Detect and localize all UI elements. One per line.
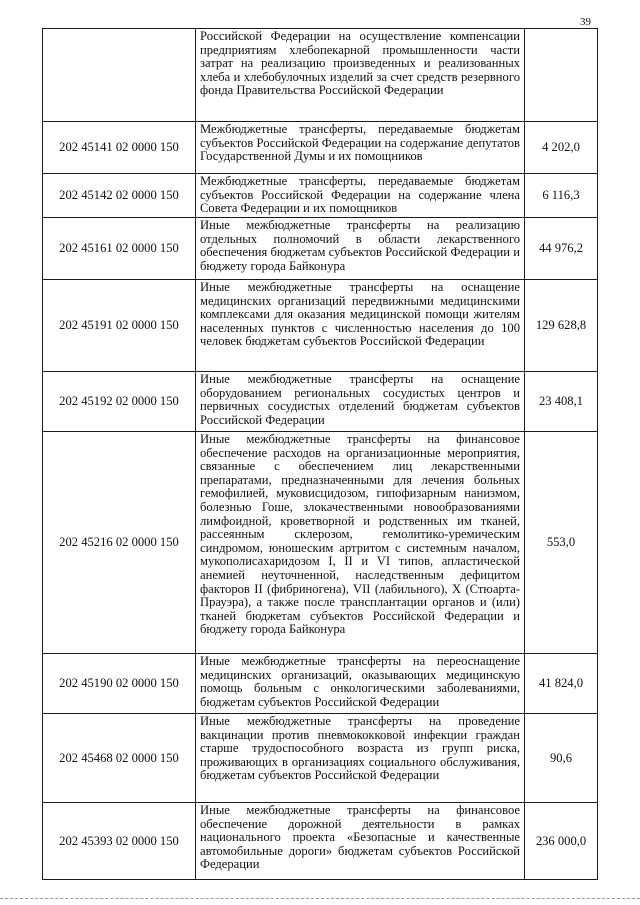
budget-code-cell: [43, 29, 196, 122]
budget-code-cell: 202 45393 02 0000 150: [43, 803, 196, 880]
transfer-description-cell: Иные межбюджетные трансферты на оснащение оборудованием региональных сосудистых центров и первичных сосудистых отделений бюджетам субъектов Российской Федерации: [196, 372, 525, 432]
amount-cell: 41 824,0: [525, 654, 598, 714]
budget-transfers-table: [42, 28, 598, 880]
amount-cell: 6 116,3: [525, 174, 598, 218]
table-row: [43, 372, 598, 432]
amount-cell: 23 408,1: [525, 372, 598, 432]
table-row: [43, 122, 598, 174]
amount-cell: 90,6: [525, 714, 598, 803]
transfer-description-cell: Иные межбюджетные трансферты на финансовое обеспечение расходов на организационные мероприятия, связанные с обеспечением лиц лекарственными препаратами, предназначенными для лечения больных гемофилией, муковисцидозом, гипофизарным нанизмом, болезнью Гоше, злокачественными новообразованиями лимфоидной, кроветворной и родственных им тканей, рассеянным склерозом, гемолитико-уремическим синдромом, юношеским артритом с системным началом, мукополисахаридозом I, II и VI типов, апластической анемией неуточненной, наследственным дефицитом факторов II (фибриногена), VII (лабильного), X (Стюарта-Прауэра), а также после трансплантации органов и (или) тканей бюджетам субъектов Российской Федерации и бюджету города Байконура: [196, 432, 525, 654]
scan-edge-divider: [0, 898, 640, 903]
transfer-description-cell: Иные межбюджетные трансферты на переоснащение медицинских организаций, оказывающих медицинскую помощь больным с онкологическими заболеваниями, бюджетам субъектов Российской Федерации: [196, 654, 525, 714]
budget-code-cell: 202 45142 02 0000 150: [43, 174, 196, 218]
amount-cell: 129 628,8: [525, 280, 598, 372]
transfer-description-cell: Иные межбюджетные трансферты на финансовое обеспечение дорожной деятельности в рамках национального проекта «Безопасные и качественные автомобильные дороги» бюджетам субъектов Российской Федерации: [196, 803, 525, 880]
budget-code-cell: 202 45141 02 0000 150: [43, 122, 196, 174]
table-row: [43, 218, 598, 280]
transfer-description-cell: Межбюджетные трансферты, передаваемые бюджетам субъектов Российской Федерации на содержание депутатов Государственной Думы и их помощников: [196, 122, 525, 174]
budget-code-cell: 202 45191 02 0000 150: [43, 280, 196, 372]
amount-cell: [525, 29, 598, 122]
page-number: 39: [580, 16, 591, 28]
amount-cell: 236 000,0: [525, 803, 598, 880]
budget-code-cell: 202 45216 02 0000 150: [43, 432, 196, 654]
transfer-description-cell: Иные межбюджетные трансферты на оснащение медицинских организаций передвижными медицинскими комплексами для оказания медицинской помощи жителям населенных пунктов с численностью населения до 100 человек бюджетам субъектов Российской Федерации: [196, 280, 525, 372]
amount-cell: 44 976,2: [525, 218, 598, 280]
table-row: [43, 654, 598, 714]
transfer-description-cell: Межбюджетные трансферты, передаваемые бюджетам субъектов Российской Федерации на содержание члена Совета Федерации и их помощников: [196, 174, 525, 218]
budget-code-cell: 202 45192 02 0000 150: [43, 372, 196, 432]
transfer-description-cell: Иные межбюджетные трансферты на реализацию отдельных полномочий в области лекарственного обеспечения бюджетам субъектов Российской Федерации и бюджету города Байконура: [196, 218, 525, 280]
table-row: [43, 174, 598, 218]
table-row: [43, 714, 598, 803]
amount-cell: 553,0: [525, 432, 598, 654]
transfer-description-cell: Иные межбюджетные трансферты на проведение вакцинации против пневмококковой инфекции граждан старше трудоспособного возраста из групп риска, проживающих в организациях социального обслуживания, бюджетам субъектов Российской Федерации: [196, 714, 525, 803]
budget-code-cell: 202 45161 02 0000 150: [43, 218, 196, 280]
table-row: [43, 803, 598, 880]
amount-cell: 4 202,0: [525, 122, 598, 174]
table-row: [43, 280, 598, 372]
table-row: [43, 29, 598, 122]
budget-code-cell: 202 45468 02 0000 150: [43, 714, 196, 803]
table-row: [43, 432, 598, 654]
budget-code-cell: 202 45190 02 0000 150: [43, 654, 196, 714]
transfer-description-cell: Российской Федерации на осуществление компенсации предприятиям хлебопекарной промышленности части затрат на реализацию произведенных и реализованных хлеба и хлебобулочных изделий за счет средств резервного фонда Правительства Российской Федерации: [196, 29, 525, 122]
